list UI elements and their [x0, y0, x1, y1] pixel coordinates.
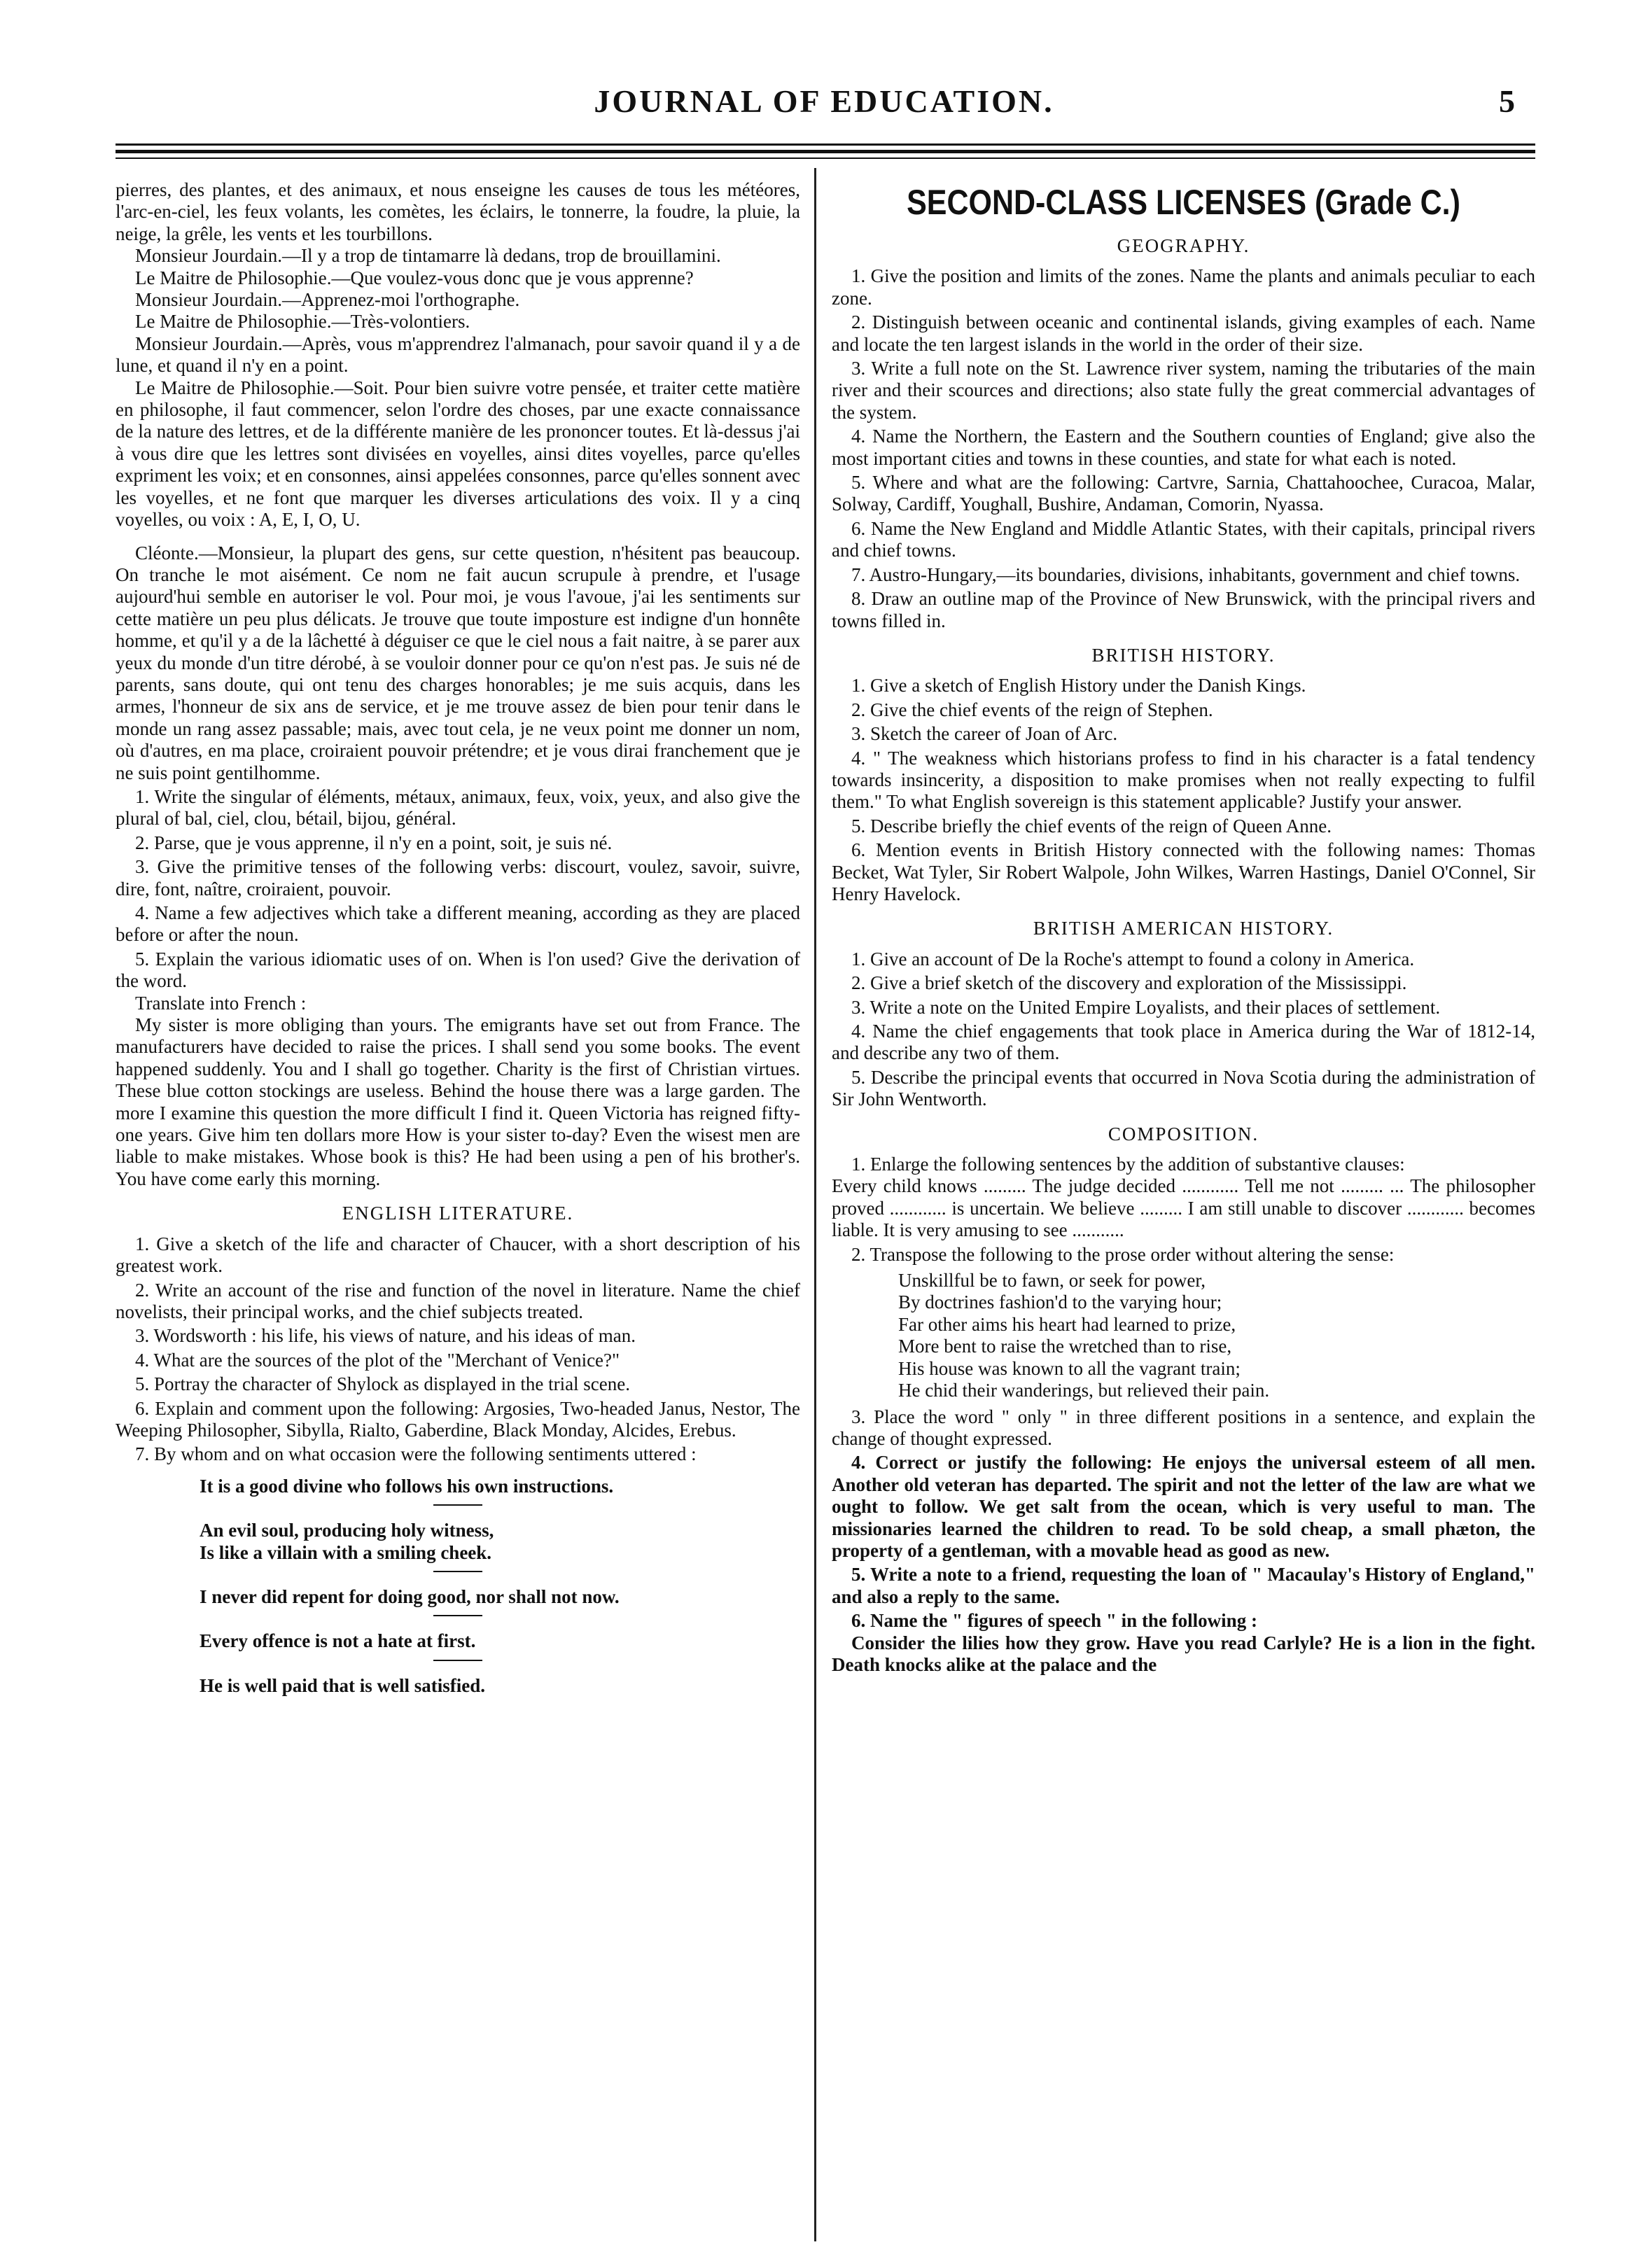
quote-separator — [116, 1660, 800, 1675]
sentiment-quote: I never did repent for doing good, nor shall not now. — [200, 1586, 620, 1607]
british-american-question: 4. Name the chief engagements that took place in America during the War of 1812-14, and describe any two of them. — [832, 1021, 1535, 1064]
french-question: 4. Name a few adjectives which take a different meaning, according as they are placed before or after the noun. — [116, 902, 800, 946]
literature-question: 3. Wordsworth : his life, his views of nature, and his ideas of man. — [135, 1325, 636, 1347]
poem-line: More bent to raise the wretched than to rise, — [898, 1336, 1232, 1357]
british-american-question: 5. Describe the principal events that occurred in Nova Scotia during the administration of Sir John Wentworth. — [832, 1066, 1535, 1110]
british-history-question: 5. Describe briefly the chief events of the reign of Queen Anne. — [851, 815, 1332, 836]
cleonte-paragraph: Cléonte.—Monsieur, la plupart des gens, sur cette question, n'hésitent pas beaucoup. On tranche le mot aisément. Ce nom ne fait aucun scrupule à prendre, et l'usage aujourd'hui semble en autoriser le vol. Pour moi, je vous l'avoue, j'ai les sentiments sur cette matière un peu plus délicats. Je trouve que toute imposture est indigne d'un honnête homme, et qu'il y a de la lâchetté à déguiser ce que le ciel nous a fait naitre, à se parer aux yeux du monde d'un titre dérobé, à se vouloir donner pour ce qu'on n'est pas. Je suis né de parents, sans doute, qui ont tenu des charges honorables; je me suis acquis, dans les armes, l'honneur de six ans de service, et je me trouve assez de bien pour tenir dans le monde un rang assez passable; mais, avec tout cela, je ne veux point me donner un nom, où d'autres, en ma place, croiraient pouvoir prétendre; et je vous dirai franchement que je ne suis point gentilhomme. — [116, 542, 800, 783]
french-paragraph: Le Maitre de Philosophie.—Que voulez-vous donc que je vous apprenne? — [135, 267, 694, 288]
literature-question: 7. By whom and on what occasion were the following sentiments uttered : — [135, 1443, 697, 1465]
translate-label: Translate into French : — [135, 992, 307, 1014]
composition-sentences: Every child knows ......... The judge decided ............ Tell me not ......... ... The philosopher proved ............ is uncertain. We believe ......... I am still unable to discover ............ becomes liable. It is very amusing to see ........... — [832, 1175, 1535, 1241]
british-history-question: 3. Sketch the career of Joan of Arc. — [851, 723, 1118, 745]
geography-question: 7. Austro-Hungary,—its boundaries, divisions, inhabitants, government and chief towns. — [851, 564, 1521, 585]
geography-question: 6. Name the New England and Middle Atlantic States, with their capitals, principal rivers and chief towns. — [832, 517, 1535, 561]
figures-of-speech-text: Consider the lilies how they grow. Have you read Carlyle? He is a lion in the fight. Death knocks alike at the palace and the — [832, 1632, 1535, 1675]
composition-question: 3. Place the word " only " in three different positions in a sentence, and explain the change of thought expressed. — [832, 1406, 1535, 1449]
composition-question: 5. Write a note to a friend, requesting the loan of " Macaulay's History of England," and also a reply to the same. — [832, 1564, 1535, 1607]
literature-question: 5. Portray the character of Shylock as displayed in the trial scene. — [135, 1373, 631, 1395]
literature-question: 4. What are the sources of the plot of the "Merchant of Venice?" — [135, 1349, 620, 1371]
poem-stanza — [832, 1270, 1535, 1401]
french-paragraph: Monsieur Jourdain.—Il y a trop de tintamarre là dedans, trop de brouillamini. — [135, 245, 721, 267]
british-history-question: 1. Give a sketch of English History under the Danish Kings. — [851, 675, 1306, 696]
british-american-question: 1. Give an account of De la Roche's attempt to found a colony in America. — [851, 948, 1415, 969]
french-question: 1. Write the singular of éléments, métaux, animaux, feux, voix, yeux, and also give the plural of bal, ciel, clou, bétail, bijou, général. — [116, 785, 800, 830]
british-american-question: 3. Write a note on the United Empire Loyalists, and their places of settlement. — [851, 996, 1441, 1018]
geography-question: 2. Distinguish between oceanic and continental islands, giving examples of each. Name and locate the ten largest islands in the world in the order of their size. — [832, 312, 1535, 355]
composition-question: 1. Enlarge the following sentences by the addition of substantive clauses: — [851, 1154, 1405, 1175]
header-rule-middle — [116, 150, 1535, 153]
composition-question: 2. Transpose the following to the prose order without altering the sense: — [851, 1243, 1395, 1265]
british-american-history-heading: BRITISH AMERICAN HISTORY. — [1033, 918, 1334, 939]
quote-separator — [116, 1504, 800, 1520]
composition-question: 6. Name the " figures of speech " in the following : — [851, 1610, 1257, 1632]
column-divider — [814, 168, 816, 2241]
british-american-question: 2. Give a brief sketch of the discovery and exploration of the Mississippi. — [851, 972, 1407, 994]
french-paragraph: pierres, des plantes, et des animaux, et nous enseigne les causes de tous les météores, l'arc-en-ciel, les feux volants, les comètes, les éclairs, le tonnerre, la foudre, la pluie, la neige, la grêle, les vents et les tourbillons. — [116, 179, 800, 244]
quote-separator — [116, 1571, 800, 1586]
poem-line: By doctrines fashion'd to the varying hour; — [898, 1292, 1222, 1313]
british-history-question: 4. " The weakness which historians profess to find in his character is a fatal tendency towards insincerity, a disposition to make promises when not really expecting to fulfil them." To what English sovereign is this statement applicable? Justify your answer. — [832, 747, 1535, 813]
journal-title: JOURNAL OF EDUCATION. — [594, 83, 1054, 119]
header-rule-top — [116, 144, 1535, 146]
sentiment-quote: An evil soul, producing holy witness, — [200, 1520, 494, 1541]
geography-question: 8. Draw an outline map of the Province of New Brunswick, with the principal rivers and towns filled in. — [832, 588, 1535, 631]
geography-question: 4. Name the Northern, the Eastern and the Southern counties of England; give also the most important cities and towns in these counties, and state for what each is noted. — [832, 426, 1535, 469]
quote-separator — [116, 1615, 800, 1630]
header-rule-bottom — [116, 158, 1535, 159]
english-literature-heading: ENGLISH LITERATURE. — [342, 1203, 574, 1224]
page-number: 5 — [1499, 83, 1515, 119]
french-paragraph: Le Maitre de Philosophie.—Soit. Pour bien suivre votre pensée, et traiter cette matière en philosophe, il faut commencer, selon l'ordre des choses, par une exacte connaissance de la nature des lettres, et de la différente manière de les prononcer toutes. Et là-dessus j'ai à vous dire que les lettres sont divisées en voyelles, ainsi dites voyelles, parce qu'elles expriment les voix; et en consonnes, ainsi appelées consonnes, parce qu'elles sonnent avec les voyelles, et ne font que marquer les diverses articulations des voix. Il y a cinq voyelles, ou voix : A, E, I, O, U. — [116, 377, 800, 531]
poem-line: Far other aims his heart had learned to prize, — [898, 1313, 1236, 1335]
french-question: 3. Give the primitive tenses of the following verbs: discourt, voulez, savoir, suivre, dire, font, naître, croiraient, pouvoir. — [116, 856, 800, 899]
british-history-question: 6. Mention events in British History connected with the following names: Thomas Becket, Wat Tyler, Sir Robert Walpole, John Wilkes, Warren Hastings, Daniel O'Connel, Sir Henry Havelock. — [832, 839, 1535, 904]
sentiment-quote: He is well paid that is well satisfied. — [200, 1674, 486, 1696]
translate-text: My sister is more obliging than yours. The emigrants have set out from France. The manufacturers have decided to raise the prices. I shall send you some books. The event happened suddenly. You and I shall go together. Charity is the first of Christian virtues. These blue cotton stockings are useless. Behind the house there was a large garden. The more I examine this question the more difficult I find it. Queen Victoria has reigned fifty-one years. Give him ten dollars more How is your sister to-day? Even the wisest men are liable to make mistakes. Whose book is this? He had been using a pen of his brother's. You have come early this morning. — [116, 1014, 800, 1189]
french-paragraph: Le Maitre de Philosophie.—Très-volontiers. — [135, 311, 470, 332]
geography-question: 5. Where and what are the following: Cartvre, Sarnia, Chattahoochee, Curacoa, Malar, Solway, Cardiff, Youghall, Bushire, Andaman, Comorin, Nyassa. — [832, 472, 1535, 515]
left-column — [116, 179, 800, 1697]
french-paragraph: Monsieur Jourdain.—Après, vous m'apprendrez l'almanach, pour savoir quand il y a de lune, et quand il n'y en a point. — [116, 332, 800, 377]
literature-question: 2. Write an account of the rise and function of the novel in literature. Name the chief novelists, their principal works, and the chief subjects treated. — [116, 1279, 800, 1322]
sentiment-quote: Is like a villain with a smiling cheek. — [200, 1541, 492, 1563]
right-column — [832, 179, 1535, 1676]
poem-line: He chid their wanderings, but relieved their pain. — [898, 1380, 1270, 1401]
french-question: 2. Parse, que je vous apprenne, il n'y en a point, soit, je suis né. — [135, 832, 613, 853]
british-history-heading: BRITISH HISTORY. — [1091, 644, 1276, 666]
geography-question: 1. Give the position and limits of the zones. Name the plants and animals peculiar to each zone. — [832, 265, 1535, 309]
literature-question: 1. Give a sketch of the life and character of Chaucer, with a short description of his greatest work. — [116, 1233, 800, 1277]
sentiment-quote: It is a good divine who follows his own instructions. — [200, 1475, 614, 1497]
british-history-question: 2. Give the chief events of the reign of Stephen. — [851, 699, 1213, 720]
geography-question: 3. Write a full note on the St. Lawrence river system, naming the tributaries of the main river and their scources and directions; also state fully the great commercial advantages of the system. — [832, 358, 1535, 423]
composition-question: 4. Correct or justify the following: He enjoys the universal esteem of all men. Another old veteran has departed. The spirit and not the letter of the law are what we ought to follow. We get salt from the ocean, which is very useful to man. The missionaries learned the children to read. To be sold cheap, a small phæton, the property of a gentleman, with a movable head as good as new. — [832, 1452, 1535, 1561]
geography-heading: GEOGRAPHY. — [1117, 235, 1250, 256]
composition-heading: COMPOSITION. — [1108, 1123, 1259, 1144]
second-class-licenses-heading: SECOND-CLASS LICENSES (Grade C.) — [907, 183, 1460, 222]
literature-question: 6. Explain and comment upon the following: Argosies, Two-headed Janus, Nestor, The Weeping Philosopher, Sibylla, Rialto, Gaberdine, Black Monday, Alcides, Erebus. — [116, 1397, 800, 1441]
french-question: 5. Explain the various idiomatic uses of on. When is l'on used? Give the derivation of the word. — [116, 948, 800, 992]
poem-line: His house was known to all the vagrant train; — [898, 1357, 1241, 1379]
poem-line: Unskillful be to fawn, or seek for power, — [898, 1270, 1206, 1292]
sentiment-quote: Every offence is not a hate at first. — [200, 1630, 476, 1652]
french-paragraph: Monsieur Jourdain.—Apprenez-moi l'orthographe. — [135, 289, 520, 311]
